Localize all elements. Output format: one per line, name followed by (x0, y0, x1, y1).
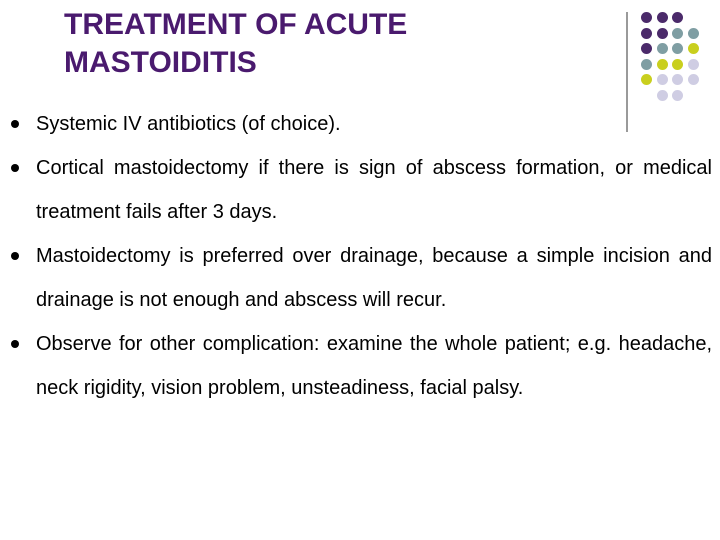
decorative-dot (657, 28, 668, 39)
bullet-text: Systemic IV antibiotics (of choice). (36, 113, 341, 135)
decorative-dot (657, 90, 668, 101)
bullet-icon (11, 340, 19, 348)
bullet-icon (11, 164, 19, 172)
bullet-icon (11, 252, 19, 260)
bullet-list (36, 102, 712, 410)
decorative-dot (672, 59, 683, 70)
bullet-text: Observe for other complication: examine the whole patient; e.g. headache, neck rigidity, vision problem, unsteadiness, facial palsy. (36, 333, 712, 399)
title-line-1: TREATMENT OF ACUTE (64, 8, 408, 41)
decorative-dot (688, 28, 699, 39)
decorative-dot (672, 74, 683, 85)
decorative-dot (657, 43, 668, 54)
bullet-item (36, 146, 712, 234)
bullet-text: Mastoidectomy is preferred over drainage, because a simple incision and drainage is not enough and abscess will recur. (36, 245, 712, 311)
bullet-text: Cortical mastoidectomy if there is sign of abscess formation, or medical treatment fails after 3 days. (36, 157, 712, 223)
bullet-icon (11, 120, 19, 128)
decorative-dot (657, 59, 668, 70)
decorative-dot (657, 74, 668, 85)
bullet-item (36, 102, 712, 146)
decorative-dot (641, 43, 652, 54)
decorative-dot (672, 43, 683, 54)
decorative-dot (672, 28, 683, 39)
decorative-dot (641, 74, 652, 85)
decorative-dot (688, 43, 699, 54)
bullet-item (36, 234, 712, 322)
decorative-dot (641, 28, 652, 39)
decorative-dot (688, 59, 699, 70)
decorative-dot (672, 12, 683, 23)
decorative-dot (657, 12, 668, 23)
decorative-dot (641, 12, 652, 23)
decorative-dot (672, 90, 683, 101)
decorative-dot (688, 74, 699, 85)
title-line-2: MASTOIDITIS (64, 46, 257, 79)
bullet-item (36, 322, 712, 410)
decorative-dot (641, 59, 652, 70)
